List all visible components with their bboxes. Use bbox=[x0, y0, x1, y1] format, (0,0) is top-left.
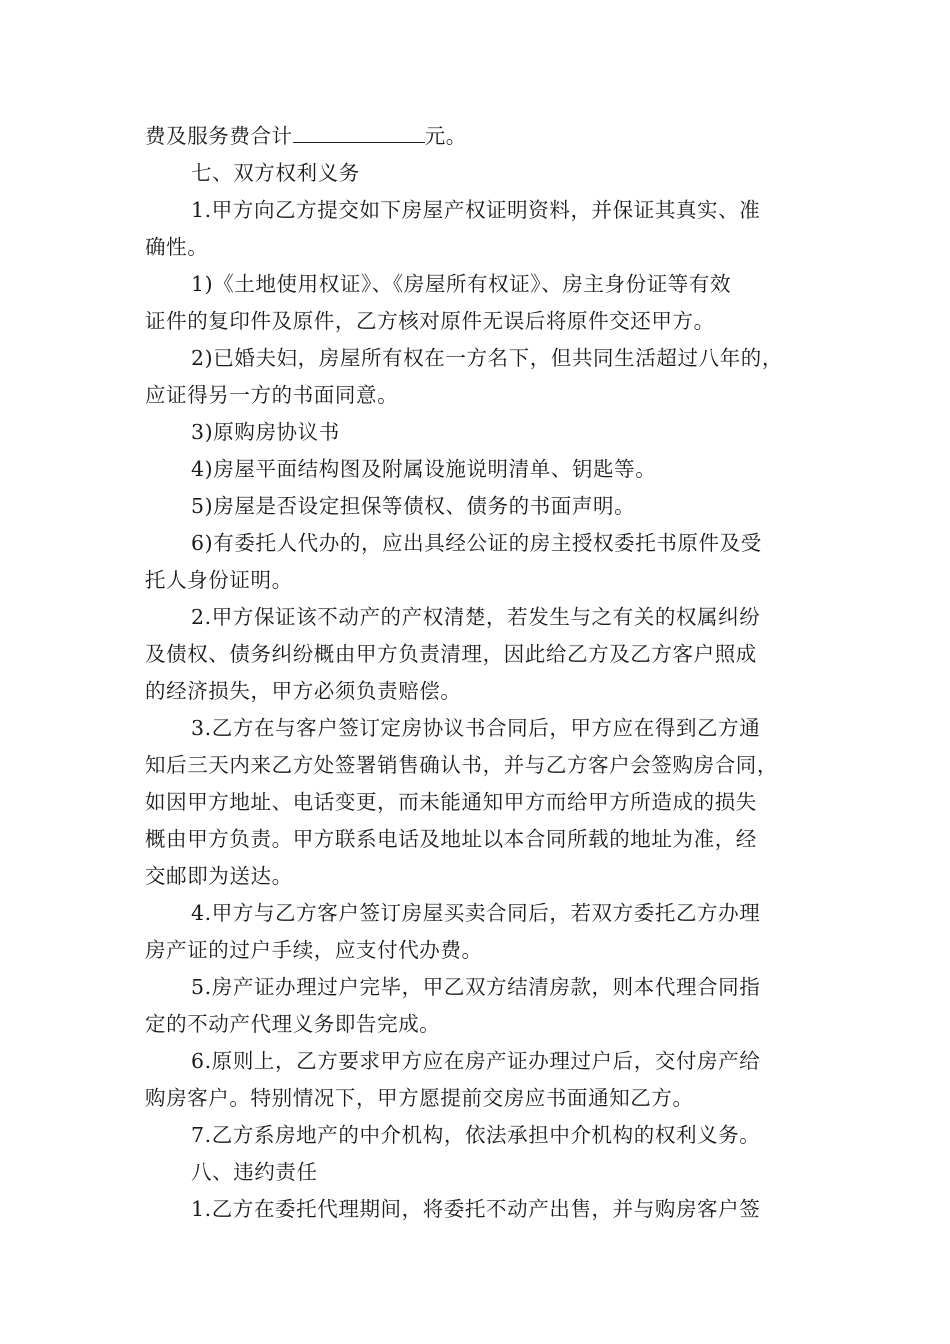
text-line: 应证得另一方的书面同意。 bbox=[145, 383, 399, 407]
text-span: 费及服务费合计 bbox=[145, 124, 293, 148]
text-line: 1.乙方在委托代理期间，将委托不动产出售，并与购房客户签 bbox=[191, 1197, 761, 1221]
fill-in-blank bbox=[293, 124, 425, 143]
text-line: 及债权、债务纠纷概由甲方负责清理，因此给乙方及乙方客户照成 bbox=[145, 642, 757, 666]
text-line: 托人身份证明。 bbox=[145, 568, 293, 592]
section-heading: 七、双方权利义务 bbox=[191, 161, 360, 185]
text-line: 2.甲方保证该不动产的产权清楚，若发生与之有关的权属纠纷 bbox=[191, 605, 761, 629]
text-line: 知后三天内来乙方处签署销售确认书，并与乙方客户会签购房合同， bbox=[145, 753, 778, 777]
text-line: 交邮即为送达。 bbox=[145, 864, 293, 888]
text-line: 的经济损失，甲方必须负责赔偿。 bbox=[145, 679, 462, 703]
section-heading: 八、违约责任 bbox=[191, 1160, 318, 1184]
text-line: 1)《土地使用权证》、《房屋所有权证》、房主身份证等有效 bbox=[191, 272, 732, 296]
text-span: 元。 bbox=[424, 124, 467, 148]
text-line: 如因甲方地址、电话变更，而未能通知甲方而给甲方所造成的损失 bbox=[145, 790, 757, 814]
text-line: 定的不动产代理义务即告完成。 bbox=[145, 1012, 441, 1036]
text-line: 房产证的过户手续，应支付代办费。 bbox=[145, 938, 483, 962]
text-line: 4.甲方与乙方客户签订房屋买卖合同后，若双方委托乙方办理 bbox=[191, 901, 761, 925]
text-line: 概由甲方负责。甲方联系电话及地址以本合同所载的地址为准，经 bbox=[145, 827, 757, 851]
text-line: 确性。 bbox=[145, 235, 209, 259]
text-line: 6.原则上，乙方要求甲方应在房产证办理过户后，交付房产给 bbox=[191, 1049, 761, 1073]
text-line: 5.房产证办理过户完毕，甲乙双方结清房款，则本代理合同指 bbox=[191, 975, 761, 999]
text-line: 购房客户。特别情况下，甲方愿提前交房应书面通知乙方。 bbox=[145, 1086, 694, 1110]
text-line: 3)原购房协议书 bbox=[191, 420, 340, 444]
text-line: 6)有委托人代办的，应出具经公证的房主授权委托书原件及受 bbox=[191, 531, 762, 555]
text-line: 1.甲方向乙方提交如下房屋产权证明资料，并保证其真实、准 bbox=[191, 198, 761, 222]
text-line: 5)房屋是否设定担保等债权、债务的书面声明。 bbox=[191, 494, 636, 518]
text-line: 4)房屋平面结构图及附属设施说明清单、钥匙等。 bbox=[191, 457, 657, 481]
text-line bbox=[145, 118, 810, 155]
text-line: 3.乙方在与客户签订定房协议书合同后，甲方应在得到乙方通 bbox=[191, 716, 761, 740]
text-line: 2)已婚夫妇，房屋所有权在一方名下，但共同生活超过八年的， bbox=[191, 346, 783, 370]
text-line: 证件的复印件及原件，乙方核对原件无误后将原件交还甲方。 bbox=[145, 309, 715, 333]
text-line: 7.乙方系房地产的中介机构，依法承担中介机构的权利义务。 bbox=[191, 1123, 761, 1147]
